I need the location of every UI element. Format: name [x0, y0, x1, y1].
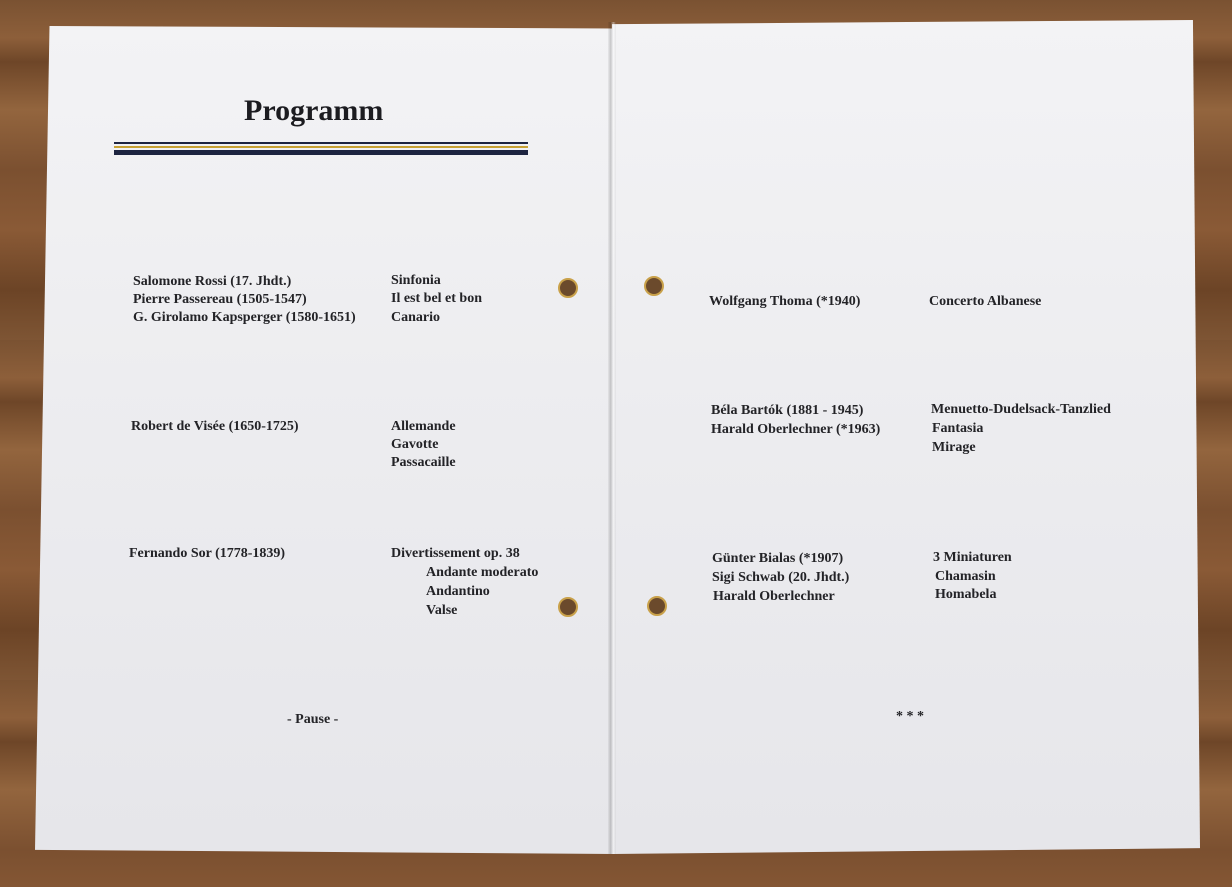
program-sheet-right: [612, 20, 1200, 854]
title-rule: [114, 142, 528, 155]
work-line: Divertissement op. 38: [391, 546, 520, 561]
movement-line: Andantino: [426, 584, 490, 599]
work-line: Fantasia: [932, 421, 984, 436]
work-line: Allemande: [391, 419, 456, 434]
page-title: Programm: [244, 94, 384, 127]
composer-line: Günter Bialas (*1907): [712, 551, 844, 566]
composer-line: Salomone Rossi (17. Jhdt.): [133, 274, 292, 289]
work-line: Chamasin: [935, 569, 996, 584]
center-fold: [608, 22, 616, 854]
work-line: Sinfonia: [391, 273, 441, 288]
work-line: Gavotte: [391, 437, 439, 452]
composer-line: Sigi Schwab (20. Jhdt.): [712, 570, 850, 585]
work-line: Concerto Albanese: [929, 294, 1042, 309]
composer-line: Harald Oberlechner: [713, 589, 835, 604]
composer-line: Harald Oberlechner (*1963): [711, 422, 881, 437]
punch-hole: [558, 278, 578, 298]
composer-line: Wolfgang Thoma (*1940): [709, 294, 861, 309]
work-line: Canario: [391, 310, 440, 325]
composer-line: Pierre Passereau (1505-1547): [133, 292, 307, 307]
composer-line: Fernando Sor (1778-1839): [129, 546, 286, 561]
intermission-label: - Pause -: [287, 712, 339, 727]
work-line: 3 Miniaturen: [933, 550, 1012, 565]
movement-line: Andante moderato: [426, 565, 539, 580]
punch-hole: [647, 596, 667, 616]
composer-line: Béla Bartók (1881 - 1945): [711, 403, 864, 418]
punch-hole: [644, 276, 664, 296]
work-line: Menuetto-Dudelsack-Tanzlied: [931, 402, 1111, 417]
punch-hole: [558, 597, 578, 617]
work-line: Homabela: [935, 587, 997, 602]
composer-line: Robert de Visée (1650-1725): [131, 419, 299, 434]
work-line: Il est bel et bon: [391, 291, 482, 306]
movement-line: Valse: [426, 603, 458, 618]
composer-line: G. Girolamo Kapsperger (1580-1651): [133, 310, 356, 325]
work-line: Passacaille: [391, 455, 456, 470]
ending-ornament: * * *: [896, 709, 924, 724]
work-line: Mirage: [932, 440, 976, 455]
